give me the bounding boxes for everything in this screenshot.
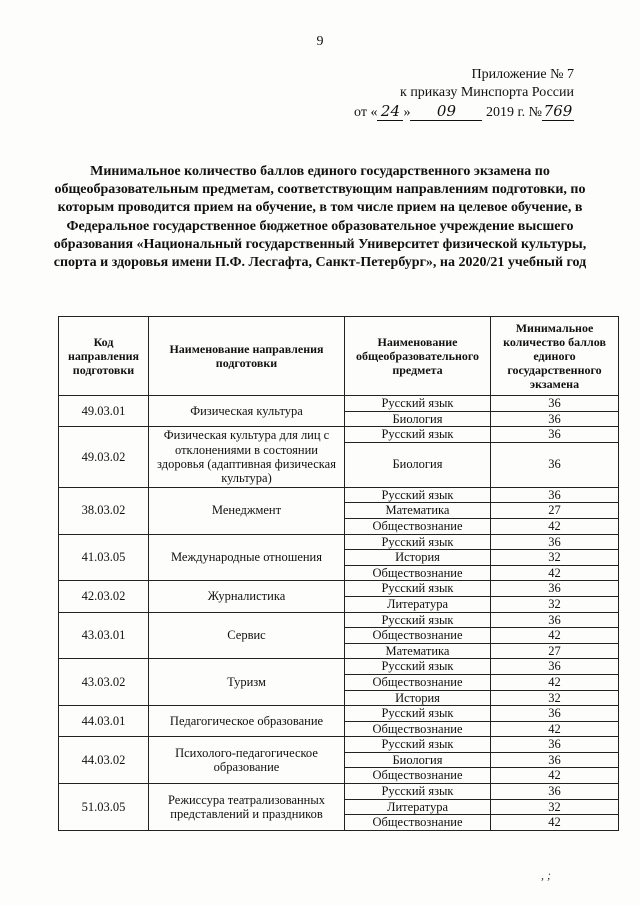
table-row xyxy=(59,784,619,800)
min-score: 36 xyxy=(491,612,619,628)
direction-code: 49.03.02 xyxy=(59,427,149,488)
min-score: 36 xyxy=(491,396,619,412)
min-score: 36 xyxy=(491,752,619,768)
direction-name: Психолого-педагогическое образование xyxy=(149,737,345,784)
scores-table xyxy=(58,316,619,831)
direction-code: 44.03.01 xyxy=(59,706,149,737)
subject-name: Русский язык xyxy=(345,581,491,597)
subject-name: Биология xyxy=(345,442,491,487)
direction-code: 43.03.02 xyxy=(59,659,149,706)
subject-name: Русский язык xyxy=(345,534,491,550)
direction-name: Сервис xyxy=(149,612,345,659)
direction-code: 51.03.05 xyxy=(59,784,149,831)
table-row xyxy=(59,612,619,628)
min-score: 36 xyxy=(491,659,619,675)
subject-name: Литература xyxy=(345,596,491,612)
direction-code: 38.03.02 xyxy=(59,487,149,534)
subject-name: Русский язык xyxy=(345,427,491,443)
table-row xyxy=(59,737,619,753)
table-row xyxy=(59,581,619,597)
min-score: 32 xyxy=(491,596,619,612)
header-direction: Наименование направления подготовки xyxy=(149,317,345,396)
subject-name: Биология xyxy=(345,411,491,427)
direction-name: Педагогическое образование xyxy=(149,706,345,737)
subject-name: Обществознание xyxy=(345,674,491,690)
min-score: 42 xyxy=(491,674,619,690)
year-number-label: 2019 г. № xyxy=(485,105,542,120)
footer-mark: , ; xyxy=(541,868,551,882)
date-month: 09 xyxy=(410,102,482,121)
subject-name: История xyxy=(345,690,491,706)
min-score: 36 xyxy=(491,442,619,487)
subject-name: Русский язык xyxy=(345,737,491,753)
date-mid: » xyxy=(403,105,411,120)
min-score: 36 xyxy=(491,737,619,753)
min-score: 42 xyxy=(491,768,619,784)
min-score: 27 xyxy=(491,643,619,659)
table-row xyxy=(59,487,619,503)
subject-name: Русский язык xyxy=(345,784,491,800)
direction-name: Режиссура театрализованных представлений и праздников xyxy=(149,784,345,831)
direction-name: Физическая культура xyxy=(149,396,345,427)
date-day: 24 xyxy=(377,102,403,121)
subject-name: Обществознание xyxy=(345,565,491,581)
min-score: 36 xyxy=(491,784,619,800)
appendix-block xyxy=(354,66,574,122)
min-score: 36 xyxy=(491,706,619,722)
subject-name: Русский язык xyxy=(345,487,491,503)
direction-code: 44.03.02 xyxy=(59,737,149,784)
page-number: 9 xyxy=(316,34,324,49)
min-score: 42 xyxy=(491,628,619,644)
direction-code: 49.03.01 xyxy=(59,396,149,427)
min-score: 32 xyxy=(491,550,619,566)
subject-name: Обществознание xyxy=(345,815,491,831)
min-score: 36 xyxy=(491,534,619,550)
subject-name: Русский язык xyxy=(345,659,491,675)
min-score: 36 xyxy=(491,487,619,503)
header-code: Код направления подготовки xyxy=(59,317,149,396)
subject-name: Математика xyxy=(345,643,491,659)
table-row xyxy=(59,706,619,722)
direction-code: 42.03.02 xyxy=(59,581,149,612)
subject-name: Русский язык xyxy=(345,612,491,628)
subject-name: Обществознание xyxy=(345,721,491,737)
appendix-order: к приказу Минспорта России xyxy=(400,85,574,100)
header-subject: Наименование общеобразовательного предмета xyxy=(345,317,491,396)
direction-name: Менеджмент xyxy=(149,487,345,534)
direction-code: 41.03.05 xyxy=(59,534,149,581)
min-score: 32 xyxy=(491,799,619,815)
min-score: 42 xyxy=(491,815,619,831)
subject-name: Обществознание xyxy=(345,628,491,644)
table-row xyxy=(59,659,619,675)
table-header-row xyxy=(59,317,619,396)
subject-name: История xyxy=(345,550,491,566)
appendix-title: Приложение № 7 xyxy=(471,67,574,82)
subject-name: Математика xyxy=(345,503,491,519)
subject-name: Русский язык xyxy=(345,396,491,412)
subject-name: Обществознание xyxy=(345,768,491,784)
subject-name: Русский язык xyxy=(345,706,491,722)
table-body xyxy=(59,396,619,831)
direction-code: 43.03.01 xyxy=(59,612,149,659)
min-score: 32 xyxy=(491,690,619,706)
min-score: 36 xyxy=(491,427,619,443)
min-score: 42 xyxy=(491,518,619,534)
direction-name: Международные отношения xyxy=(149,534,345,581)
subject-name: Обществознание xyxy=(345,518,491,534)
min-score: 42 xyxy=(491,565,619,581)
appendix-date-line xyxy=(354,102,574,122)
subject-name: Биология xyxy=(345,752,491,768)
subject-name: Литература xyxy=(345,799,491,815)
table-row xyxy=(59,396,619,412)
header-min-score: Минимальное количество баллов единого государственного экзамена xyxy=(491,317,619,396)
order-number: 769 xyxy=(543,102,573,120)
document-title: Минимальное количество баллов единого государственного экзамена по общеобразовательным предметам, соответствующим направлениям подготовки, по которым проводится прием на обучение, в том числе прием на целевое обучение, в Федеральное государственное бюджетное образовательное учреждение высшего образования «Национальный государственный Университет физической культуры, спорта и здоровья имени П.Ф. Лесгафта, Санкт-Петербург», на 2020/21 учебный год xyxy=(53,164,587,271)
direction-name: Журналистика xyxy=(149,581,345,612)
table-row xyxy=(59,427,619,443)
min-score: 36 xyxy=(491,411,619,427)
date-prefix: от « xyxy=(354,105,378,120)
min-score: 36 xyxy=(491,581,619,597)
table-row xyxy=(59,534,619,550)
direction-name: Туризм xyxy=(149,659,345,706)
min-score: 42 xyxy=(491,721,619,737)
direction-name: Физическая культура для лиц с отклонениями в состоянии здоровья (адаптивная физическая культура) xyxy=(149,427,345,488)
min-score: 27 xyxy=(491,503,619,519)
